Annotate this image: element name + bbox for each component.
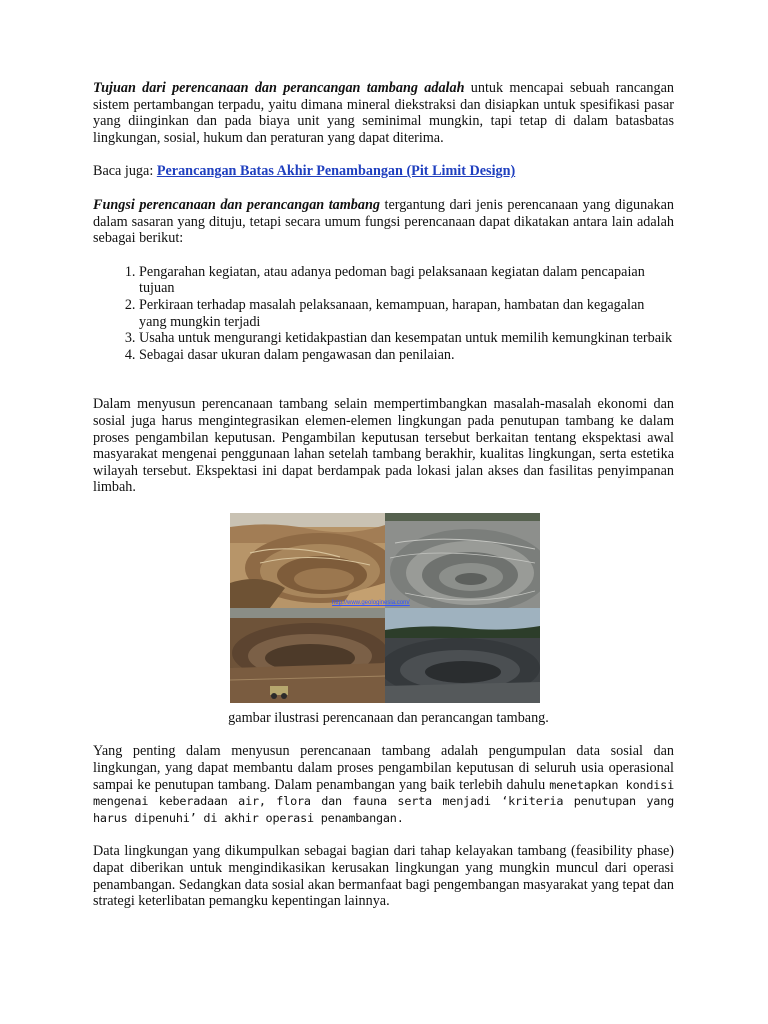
open-pit-photo-top-left xyxy=(230,513,385,608)
paragraph-functions-lead: Fungsi perencanaan dan perancangan tambang xyxy=(93,196,380,213)
list-item: 4. Sebagai dasar ukuran dalam pengawasan dan penilaian. xyxy=(139,347,674,364)
functions-list xyxy=(93,264,674,364)
list-item: 1. Pengarahan kegiatan, atau adanya pedoman bagi pelaksanaan kegiatan dalam pencapaian tujuan xyxy=(139,264,674,297)
see-also-line xyxy=(93,163,674,180)
paragraph-functions-body: tergantung dari jenis perencanaan yang digunakan dalam sasaran yang dituju, tetapi secara umum fungsi perencanaan dapat dikatakan antara lain adalah sebagai berikut: xyxy=(93,196,674,247)
document-page xyxy=(93,80,674,910)
paragraph-purpose-lead: Tujuan dari perencanaan dan perancangan tambang adalah xyxy=(93,80,465,96)
paragraph-functions xyxy=(93,197,674,247)
mine-photo-collage xyxy=(230,513,540,703)
paragraph-purpose xyxy=(93,80,674,146)
image-watermark: http://www.geologinesia.com/ xyxy=(332,599,410,606)
paragraph-feasibility: Data lingkungan yang dikumpulkan sebagai bagian dari tahap kelayakan tambang (feasibility phase) dapat diberikan untuk mengindikasikan kerusakan lingkungan yang mungkin muncul dari operasi penambangan. Sedangkan data sosial akan bermanfaat bagi pengembangan masyarakat yang tepat dan strategi keterlibatan pemangku kepentingan lainnya. xyxy=(93,843,674,910)
open-pit-photo-bottom-right xyxy=(385,608,540,703)
list-item: 3. Usaha untuk mengurangi ketidakpastian dan kesempatan untuk memilih kemungkinan terbaik xyxy=(139,330,674,347)
see-also-prefix: Baca juga: xyxy=(93,163,157,180)
pit-limit-design-link[interactable]: Perancangan Batas Akhir Penambangan (Pit Limit Design) xyxy=(156,163,516,180)
paragraph-data-collection-criteria: menetapkan kondisi mengenai keberadaan air, flora dan fauna serta menjadi ‘kriteria penutupan yang harus dipenuhi’ di akhir operasi penambangan. xyxy=(93,777,674,825)
list-item: 2. Perkiraan terhadap masalah pelaksanaan, kemampuan, harapan, hambatan dan kegagalan yang mungkin terjadi xyxy=(139,297,674,330)
paragraph-environment: Dalam menyusun perencanaan tambang selain mempertimbangkan masalah-masalah ekonomi dan sosial juga harus mengintegrasikan elemen-elemen lingkungan pada penutupan tambang ke dalam proses pengambilan keputusan. Pengambilan keputusan tersebut berkaitan tentang ekspektasi awal masyarakat mengenai penggunaan lahan setelah tambang berakhir, kualitas lingkungan, serta estetika wilayah tersebut. Ekspektasi ini dapat berdampak pada lokasi jalan akses dan fasilitas penyimpanan limbah. xyxy=(93,396,674,496)
paragraph-data-collection xyxy=(93,743,674,826)
paragraph-data-collection-body: Yang penting dalam menyusun perencanaan tambang adalah pengumpulan data sosial dan lingkungan, yang dapat membantu dalam proses pengambilan keputusan di seluruh usia operasional sampai ke penutupan tambang. Dalam penambangan yang baik terlebih dahulu xyxy=(93,743,674,793)
figure-caption: gambar ilustrasi perencanaan dan perancangan tambang. xyxy=(228,709,549,726)
open-pit-photo-bottom-left xyxy=(230,608,385,703)
paragraph-purpose-body: untuk mencapai sebuah rancangan sistem pertambangan terpadu, yaitu dimana mineral diekstraksi dan disiapkan untuk spesifikasi pasar yang diinginkan dan pada biaya unit yang seminimal mungkin, tapi tetap di dalam batasbatas lingkungan, sosial, hukum dan peraturan yang dapat diterima. xyxy=(93,80,674,146)
open-pit-photo-top-right xyxy=(385,513,540,608)
